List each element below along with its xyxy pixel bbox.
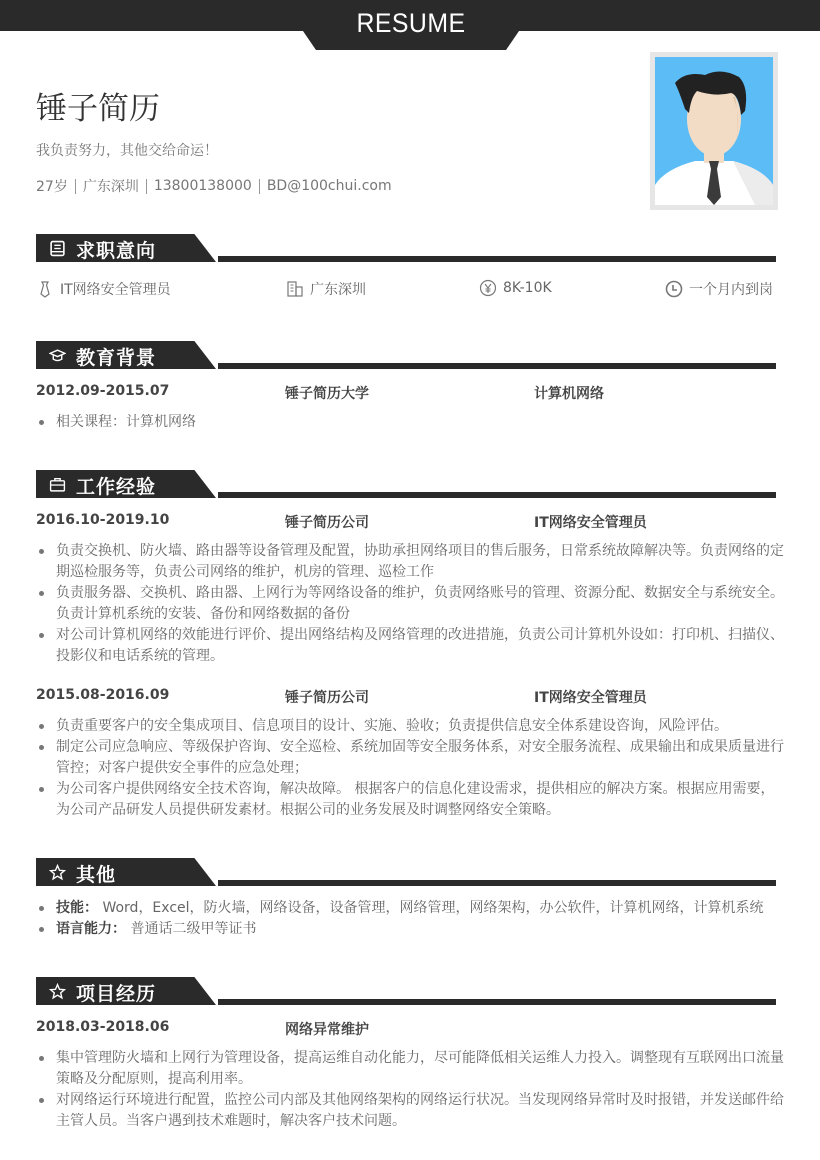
avatar (650, 52, 778, 210)
education-period: 2012.09-2015.07 (36, 383, 170, 399)
id-card-icon (49, 240, 66, 257)
list-item: 为公司客户提供网络安全技术咨询，解决故障。 根据客户的信息化建设需求，提供相应的解决方案。根据应用需要，为公司产品研发人员提供研发素材。根据公司的业务发展及时调整网络安全策略。 (36, 779, 786, 821)
section-divider (218, 880, 776, 886)
profile-name: 锤子简历 (36, 91, 160, 127)
briefcase-icon (49, 476, 66, 493)
list-item: 集中管理防火墙和上网行为管理设备，提高运维自动化能力，尽可能降低相关运维人力投入。调整现有互联网出口流量策略及分配原则，提高利用率。 (36, 1048, 786, 1090)
work-bullets (36, 541, 786, 667)
other-bullets (36, 898, 786, 940)
section-divider (218, 999, 776, 1005)
work-period: 2015.08-2016.09 (36, 687, 170, 703)
education-bullets (36, 412, 786, 433)
skills-value: Word，Excel，防火墙，网络设备，设备管理，网络管理，网络架构，办公软件，计算机网络，计算机系统 (102, 900, 764, 916)
education-school: 锤子简历大学 (285, 386, 369, 402)
list-item: 制定公司应急响应、等级保护咨询、安全巡检、系统加固等安全服务体系，对安全服务流程、成果输出和成果质量进行管控；对客户提供安全事件的应急处理； (36, 737, 786, 779)
section-title: 求职意向 (76, 240, 157, 262)
section-header-work (36, 470, 776, 498)
project-name: 网络异常维护 (285, 1022, 369, 1038)
list-item: 负责交换机、防火墙、路由器等设备管理及配置，协助承担网络项目的售后服务，日常系统故障解决等。负责网络的定期巡检服务等，负责公司网络的维护，机房的管理、巡检工作 (36, 541, 786, 583)
language-value: 普通话二级甲等证书 (130, 921, 257, 937)
work-role: IT网络安全管理员 (534, 515, 647, 531)
education-major: 计算机网络 (534, 386, 604, 402)
section-title: 其他 (76, 864, 117, 886)
profile-location: 广东深圳 (82, 179, 139, 195)
building-icon (286, 280, 304, 298)
work-company: 锤子简历公司 (285, 690, 369, 706)
list-item: 对公司计算机网络的效能进行评价、提出网络结构及网络管理的改进措施，负责公司计算机外设如：打印机、扫描仪、投影仪和电话系统的管理。 (36, 625, 786, 667)
project-period: 2018.03-2018.06 (36, 1019, 170, 1035)
project-bullets (36, 1048, 786, 1132)
section-divider (218, 492, 776, 498)
profile-motto: 我负责努力，其他交给命运！ (36, 143, 218, 159)
work-role: IT网络安全管理员 (534, 690, 647, 706)
work-company: 锤子简历公司 (285, 515, 369, 531)
divider (259, 179, 260, 194)
intent-salary: 8K-10K (479, 279, 552, 297)
section-header-education (36, 341, 776, 369)
list-item: 负责重要客户的安全集成项目、信息项目的设计、实施、验收；负责提供信息安全体系建设咨询，风险评估。 (36, 716, 786, 737)
intent-city: 广东深圳 (286, 279, 366, 299)
profile-age: 27岁 (36, 179, 68, 195)
list-item (36, 919, 786, 940)
divider (75, 179, 76, 194)
section-divider (218, 363, 776, 369)
graduation-cap-icon (49, 347, 66, 364)
banner-title: RESUME (356, 8, 466, 38)
divider (146, 179, 147, 194)
work-bullets (36, 716, 786, 821)
star-icon (49, 983, 66, 1000)
section-header-intent (36, 234, 776, 262)
section-header-other (36, 858, 776, 886)
work-period: 2016.10-2019.10 (36, 512, 170, 528)
profile-info (36, 176, 392, 196)
profile-email: BD@100chui.com (266, 178, 392, 194)
section-divider (218, 256, 776, 262)
language-label: 语言能力： (56, 921, 126, 937)
list-item: 对网络运行环境进行配置，监控公司内部及其他网络架构的网络运行状况。当发现网络异常时及时报错，并发送邮件给主管人员。当客户遇到技术难题时，解决客户技术问题。 (36, 1090, 786, 1132)
tie-icon (36, 280, 54, 298)
avatar-illustration (655, 57, 773, 205)
list-item: 负责服务器、交换机、路由器、上网行为等网络设备的维护，负责网络账号的管理、资源分配、数据安全与系统安全。负责计算机系统的安装、备份和网络数据的备份 (36, 583, 786, 625)
clock-icon (665, 280, 683, 298)
job-intent-row (36, 279, 776, 299)
list-item: 相关课程：计算机网络 (36, 412, 786, 433)
section-header-projects (36, 977, 776, 1005)
section-title: 项目经历 (76, 983, 157, 1005)
intent-availability: 一个月内到岗 (665, 279, 773, 299)
yen-coin-icon (479, 279, 497, 297)
section-title: 教育背景 (76, 347, 157, 369)
intent-position: IT网络安全管理员 (36, 279, 171, 299)
skills-label: 技能： (56, 900, 98, 916)
profile-phone: 13800138000 (153, 178, 252, 194)
star-icon (49, 864, 66, 881)
list-item (36, 898, 786, 919)
section-title: 工作经验 (76, 476, 157, 498)
